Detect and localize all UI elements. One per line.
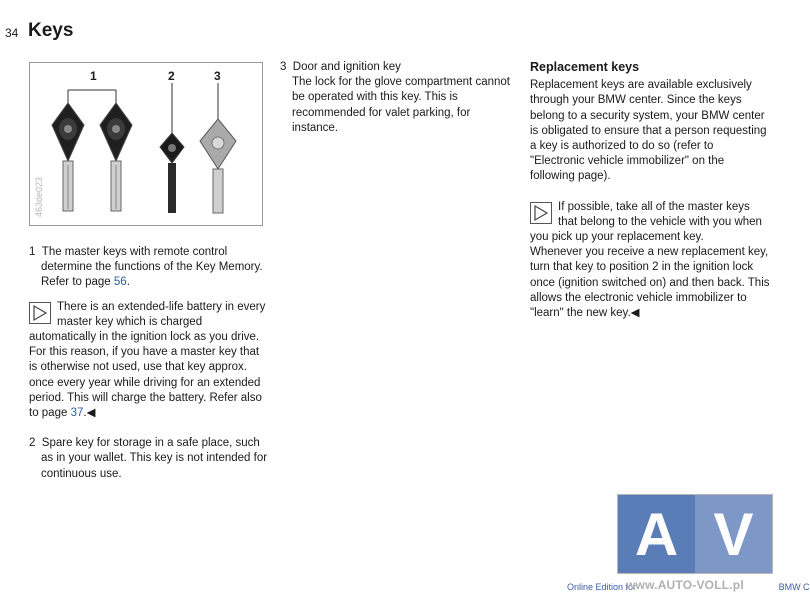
replacement-note xyxy=(530,200,770,322)
battery-note: There is an extended-life battery in every master key which is charged automatically in the ignition lock as you drive. For this reason, if you have a master key that is otherwise not used, use that key approx. once every year while driving for an extended period. This will charge the battery. Refer also to page 37.◀ xyxy=(29,300,266,420)
replacement-note-text-2: Whenever you receive a new replacement key, turn that key to position 2 in the ignition lock once (ignition switched on) and then back. This allows the electronic vehicle immobilizer to "learn" the new key. xyxy=(530,246,770,320)
middle-column xyxy=(280,60,512,136)
item-3-number: 3 xyxy=(280,61,287,73)
spare-key-illustration xyxy=(160,133,184,213)
av-logo xyxy=(617,494,773,574)
note-icon xyxy=(29,302,51,324)
item-1-text: The master keys with remote control determine the functions of the Key Memory. Refer to page xyxy=(41,246,263,289)
figure-code: 463de023 xyxy=(34,176,44,217)
item-2-text: Spare key for storage in a safe place, such as in your wallet. This key is not intended for continuous use. xyxy=(41,437,268,480)
logo-letter-v: V xyxy=(695,495,772,573)
callout-3: 3 xyxy=(214,69,221,83)
section-heading: Replacement keys xyxy=(530,60,640,74)
end-mark-icon: ◀ xyxy=(630,307,640,320)
page-37-link[interactable]: 37 xyxy=(70,407,84,420)
end-mark-icon: ◀ xyxy=(86,407,96,420)
item-2-number: 2 xyxy=(29,437,36,450)
logo-letter-a: A xyxy=(618,495,695,573)
keys-drawing xyxy=(30,63,262,225)
right-column xyxy=(530,60,770,321)
page-title: Keys xyxy=(28,20,74,41)
list-item-1: 1 The master keys with remote control determine the functions of the Key Memory. Refer to page 56. xyxy=(29,246,263,289)
list-item-3 xyxy=(280,60,512,136)
battery-note-text: There is an extended-life battery in every master key which is charged automatically in the ignition lock as you drive. xyxy=(29,300,266,344)
item-3-title: Door and ignition key xyxy=(292,61,401,73)
item-3-text: The lock for the glove compartment cannot be operated with this key. This is recommended for valet parking, for instance. xyxy=(292,76,510,134)
battery-note-text-2: For this reason, if you have a master key that is otherwise not used, use that key approx. once every year while driving for an extended period. This will charge the battery. Refer also to page xyxy=(29,346,262,420)
note-icon xyxy=(530,202,552,224)
keys-illustration xyxy=(29,62,263,226)
door-ignition-key-illustration xyxy=(200,119,236,213)
item-1-number: 1 xyxy=(29,246,36,258)
replacement-note-text: If possible, take all of the master keys that belong to the vehicle with you when you pick up your replacement key. xyxy=(530,200,762,244)
replacement-keys-paragraph: Replacement keys are available exclusively through your BMW center. Since the keys belong to a security system, your BMW center is obligated to ensure that a person requesting a key is authorized to do so (refer to "Electronic vehicle immobilizer" on the following page). xyxy=(530,79,767,183)
left-column xyxy=(29,245,269,482)
page-56-link[interactable]: 56 xyxy=(113,276,127,289)
callout-1: 1 xyxy=(90,69,97,83)
list-item-2 xyxy=(29,436,269,482)
watermark: www.AUTO-VOLL.pl xyxy=(626,578,744,592)
page-number: 34 xyxy=(5,26,19,40)
callout-2: 2 xyxy=(168,69,175,83)
footer-tail: BMW C xyxy=(778,582,810,592)
master-key-illustration xyxy=(52,103,84,211)
footer-edition-text: Online Edition for xyxy=(567,582,637,592)
